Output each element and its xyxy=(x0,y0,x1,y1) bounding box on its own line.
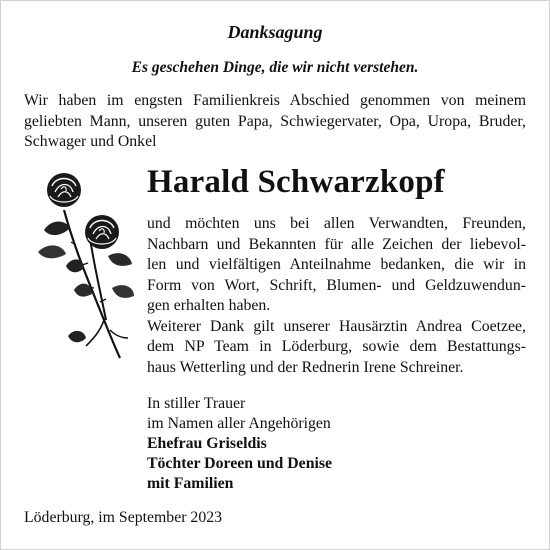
intro-line: Wir haben im engsten Familienkreis Abschied genommen von meinem xyxy=(24,92,526,109)
intro-line: geliebten Mann, unseren guten Papa, Schwiegervater, Opa, Uropa, xyxy=(24,112,472,130)
thanks-line: dem NP Team in Löderburg, sowie dem Bestattungs- xyxy=(147,338,526,355)
thanks-line: Nachbarn und Bekannten für alle Zeichen der liebevol- xyxy=(147,235,526,253)
thanks-line: gen erhalten haben. xyxy=(147,297,271,314)
intro-paragraph xyxy=(24,91,526,153)
deceased-name: Harald Schwarzkopf xyxy=(147,164,445,200)
heading: Danksagung xyxy=(227,22,323,42)
thanks-line: Weiterer Dank gilt unserer Hausärztin Andrea Coetzee, xyxy=(147,317,526,335)
thanks-line: Form von Wort, Schrift, Blumen- und Geldzuwendun- xyxy=(147,276,526,294)
motto: Es geschehen Dinge, die wir nicht verstehen. xyxy=(131,59,419,76)
signoff-families: mit Familien xyxy=(147,475,234,492)
signoff-spouse: Ehefrau Griseldis xyxy=(147,435,267,452)
signoff-block xyxy=(147,394,507,494)
rose-illustration-icon xyxy=(30,170,140,360)
signoff-daughters: Töchter Doreen und Denise xyxy=(147,455,333,472)
thanks-line: len und vielfältigen Anteilnahme bedanken, die wir in xyxy=(147,256,526,273)
thanks-paragraph xyxy=(147,214,526,378)
thanks-line: haus Wetterling und der Rednerin Irene Schreiner. xyxy=(147,358,464,376)
intro-line: Bruder, Schwager und Onkel xyxy=(24,112,526,150)
thanks-line: und möchten uns bei allen Verwandten, Freunden, xyxy=(147,215,526,232)
place-date: Löderburg, im September 2023 xyxy=(24,509,223,526)
signoff-line: In stiller Trauer xyxy=(147,395,246,412)
signoff-line: im Namen aller Angehörigen xyxy=(147,415,331,432)
